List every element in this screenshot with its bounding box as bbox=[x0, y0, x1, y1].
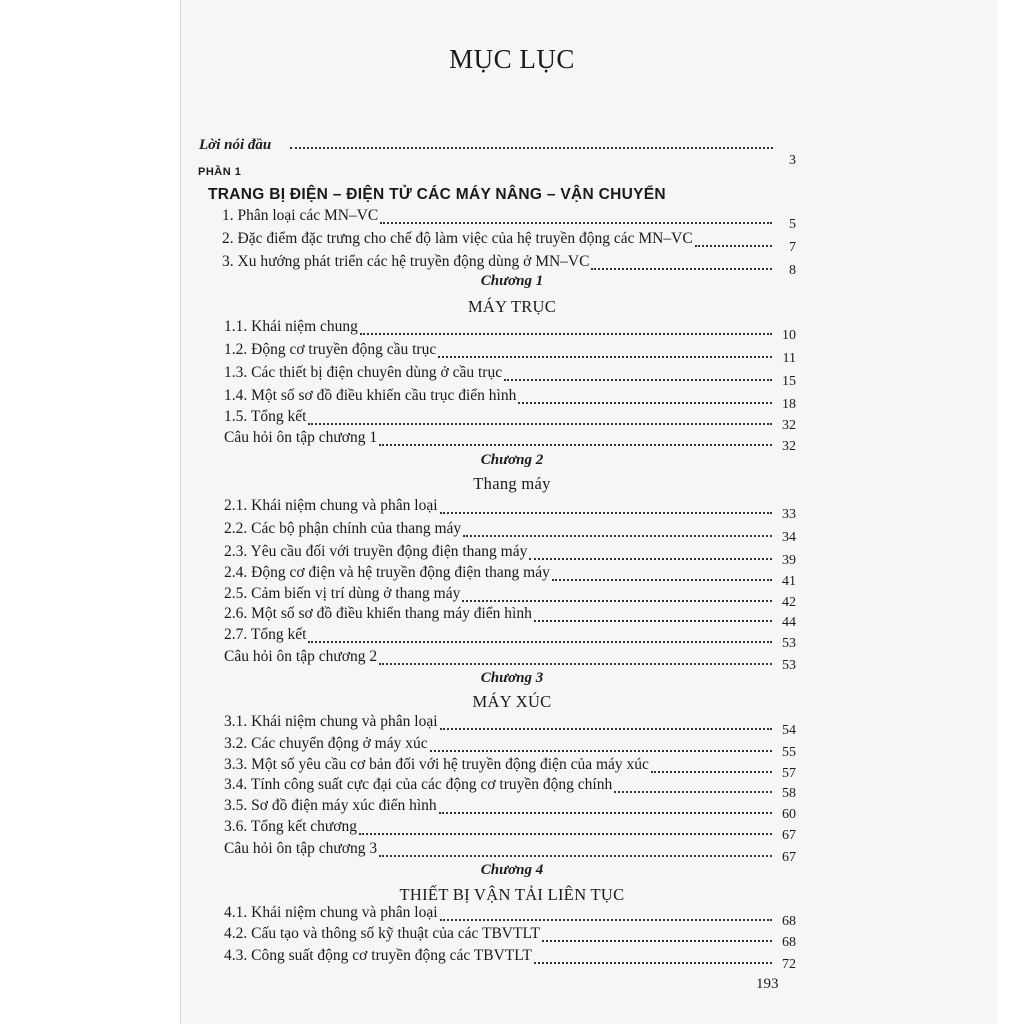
toc-entry bbox=[0, 585, 1024, 610]
dot-leader bbox=[518, 402, 772, 404]
toc-entry bbox=[0, 605, 1024, 630]
dot-leader bbox=[651, 771, 772, 773]
toc-entry-page: 53 bbox=[782, 658, 796, 673]
toc-entry-page: 57 bbox=[782, 766, 796, 781]
toc-entry bbox=[0, 230, 1024, 255]
part-title: TRANG BỊ ĐIỆN – ĐIỆN TỬ CÁC MÁY NÂNG – VẬN CHUYỂN bbox=[208, 186, 666, 203]
toc-entry bbox=[0, 520, 1024, 545]
toc-entry-page: 67 bbox=[782, 828, 796, 843]
toc-entry-page: 41 bbox=[782, 574, 796, 589]
dot-leader bbox=[440, 728, 772, 730]
toc-entry-label: 3.1. Khái niệm chung và phân loại bbox=[224, 713, 438, 730]
dot-leader bbox=[379, 663, 772, 665]
toc-entry-label: 3.6. Tổng kết chương bbox=[224, 818, 357, 835]
toc-entry bbox=[0, 387, 1024, 412]
toc-entry bbox=[0, 818, 1024, 843]
toc-entry-page: 68 bbox=[782, 935, 796, 950]
toc-entry bbox=[0, 318, 1024, 343]
toc-entry-page: 68 bbox=[782, 914, 796, 929]
dot-leader bbox=[439, 812, 772, 814]
dot-leader bbox=[542, 940, 772, 942]
toc-entry-label: 1.4. Một số sơ đồ điều khiển cầu trục điển hình bbox=[224, 387, 517, 404]
dot-leader bbox=[440, 512, 772, 514]
toc-entry-label: 2.3. Yêu cầu đối với truyền động điện thang máy bbox=[224, 543, 528, 560]
toc-entry bbox=[0, 253, 1024, 278]
dot-leader bbox=[695, 245, 772, 247]
toc-entry bbox=[0, 713, 1024, 738]
toc-entry-page: 54 bbox=[782, 723, 796, 738]
dot-leader bbox=[462, 600, 772, 602]
toc-entry-label: 4.2. Cấu tạo và thông số kỹ thuật của các TBVTLT bbox=[224, 925, 540, 942]
page-number: 193 bbox=[756, 976, 779, 992]
toc-entry-page: 53 bbox=[782, 636, 796, 651]
dot-leader bbox=[380, 222, 772, 224]
toc-entry-label: 3.2. Các chuyển động ở máy xúc bbox=[224, 735, 428, 752]
toc-entry-label: 1.1. Khái niệm chung bbox=[224, 318, 358, 335]
toc-entry bbox=[0, 904, 1024, 929]
toc-entry bbox=[0, 207, 1024, 232]
toc-entry-label: Câu hỏi ôn tập chương 3 bbox=[224, 840, 378, 857]
toc-entry-label: Lời nói đầu bbox=[199, 137, 272, 153]
toc-entry bbox=[0, 756, 1024, 781]
toc-entry-page: 3 bbox=[789, 153, 796, 168]
toc-entry bbox=[0, 564, 1024, 589]
toc-entry bbox=[0, 925, 1024, 950]
toc-entry-label: 2. Đặc điểm đặc trưng cho chế độ làm việc của hệ truyền động các MN–VC bbox=[222, 230, 693, 247]
dot-leader bbox=[438, 356, 772, 358]
toc-entry-label: 3.4. Tính công suất cực đại của các động cơ truyền động chính bbox=[224, 776, 613, 793]
toc-entry bbox=[0, 429, 1024, 454]
dot-leader bbox=[463, 535, 772, 537]
toc-entry-label: Câu hỏi ôn tập chương 1 bbox=[224, 429, 378, 446]
chapter-title: MÁY TRỤC bbox=[467, 297, 557, 316]
toc-entry-page: 58 bbox=[782, 786, 796, 801]
dot-leader bbox=[379, 855, 772, 857]
toc-entry-page: 39 bbox=[782, 553, 796, 568]
toc-entry-label: 2.6. Một số sơ đồ điều khiển thang máy điển hình bbox=[224, 605, 532, 622]
dot-leader bbox=[440, 919, 772, 921]
dot-leader bbox=[308, 641, 772, 643]
toc-entry bbox=[0, 947, 1024, 972]
dot-leader bbox=[360, 333, 772, 335]
toc-entry-label: 3.3. Một số yêu cầu cơ bản đối với hệ truyền động điện của máy xúc bbox=[224, 756, 649, 773]
toc-entry bbox=[0, 735, 1024, 760]
dot-leader bbox=[529, 558, 772, 560]
toc-entry-preface bbox=[0, 137, 1024, 168]
toc-entry-label: 2.4. Động cơ điện và hệ truyền động điện thang máy bbox=[224, 564, 550, 581]
chapter-label: Chương 2 bbox=[480, 452, 544, 468]
toc-entry bbox=[0, 408, 1024, 433]
dot-leader bbox=[591, 268, 772, 270]
toc-entry bbox=[0, 364, 1024, 389]
chapter-label: Chương 1 bbox=[480, 273, 544, 289]
toc-entry-label: 1. Phân loại các MN–VC bbox=[222, 207, 379, 224]
dot-leader bbox=[359, 833, 772, 835]
toc-entry bbox=[0, 840, 1024, 865]
toc-entry-page: 44 bbox=[782, 615, 796, 630]
dot-leader bbox=[504, 379, 772, 381]
toc-entry bbox=[0, 626, 1024, 651]
toc-entry-page: 11 bbox=[782, 351, 796, 366]
chapter-title: MÁY XÚC bbox=[472, 692, 552, 711]
toc-entry-label: 4.3. Công suất động cơ truyền động các TBVTLT bbox=[224, 947, 532, 964]
toc-entry-label: 2.2. Các bộ phận chính của thang máy bbox=[224, 520, 462, 537]
chapter-label: Chương 4 bbox=[480, 862, 544, 878]
toc-entry bbox=[0, 776, 1024, 801]
toc-entry-page: 42 bbox=[782, 595, 796, 610]
dot-leader bbox=[534, 962, 772, 964]
toc-entry-label: 4.1. Khái niệm chung và phân loại bbox=[224, 904, 438, 921]
toc-entry-page: 33 bbox=[782, 507, 796, 522]
toc-entry bbox=[0, 797, 1024, 822]
dot-leader bbox=[430, 750, 772, 752]
toc-entry-page: 67 bbox=[782, 850, 796, 865]
page-title: MỤC LỤC bbox=[449, 44, 575, 74]
toc-entry-page: 18 bbox=[782, 397, 796, 412]
toc-entry-label: 3. Xu hướng phát triển các hệ truyền động dùng ở MN–VC bbox=[222, 253, 590, 270]
toc-entry-label: 2.1. Khái niệm chung và phân loại bbox=[224, 497, 438, 514]
toc-entry-page: 60 bbox=[782, 807, 796, 822]
dot-leader bbox=[614, 791, 772, 793]
toc-entry bbox=[0, 497, 1024, 522]
toc-entry bbox=[0, 543, 1024, 568]
toc-entry-page: 10 bbox=[782, 328, 796, 343]
dot-leader bbox=[552, 579, 772, 581]
toc-entry-label: Câu hỏi ôn tập chương 2 bbox=[224, 648, 378, 665]
toc-entry-label: 1.2. Động cơ truyền động cầu trục bbox=[224, 341, 437, 358]
toc-entry-label: 2.7. Tổng kết bbox=[224, 626, 307, 643]
toc-entry-page: 72 bbox=[782, 957, 796, 972]
toc-entry bbox=[0, 341, 1024, 366]
toc-entry-page: 7 bbox=[789, 240, 796, 255]
chapter-title: THIẾT BỊ VẬN TẢI LIÊN TỤC bbox=[399, 885, 625, 904]
toc-entry-page: 32 bbox=[782, 418, 796, 433]
dot-leader bbox=[379, 444, 772, 446]
chapter-title: Thang máy bbox=[473, 474, 551, 493]
dot-leader bbox=[534, 620, 772, 622]
toc-entry-page: 55 bbox=[782, 745, 796, 760]
toc-entry-page: 15 bbox=[782, 374, 796, 389]
toc-entry-label: 2.5. Cảm biến vị trí dùng ở thang máy bbox=[224, 585, 461, 602]
toc-entry bbox=[0, 648, 1024, 673]
toc-entry-page: 32 bbox=[782, 439, 796, 454]
dot-leader bbox=[308, 423, 772, 425]
toc-entry-label: 1.5. Tổng kết bbox=[224, 408, 307, 425]
toc-entry-label: 1.3. Các thiết bị điện chuyên dùng ở cầu trục bbox=[224, 364, 503, 381]
part-label: PHẦN 1 bbox=[198, 166, 242, 178]
toc-entry-page: 5 bbox=[789, 217, 796, 232]
dot-leader bbox=[290, 147, 773, 149]
chapter-label: Chương 3 bbox=[480, 670, 544, 686]
toc-entry-page: 8 bbox=[789, 263, 796, 278]
toc-entry-label: 3.5. Sơ đồ điện máy xúc điển hình bbox=[224, 797, 437, 814]
toc-entry-page: 34 bbox=[782, 530, 796, 545]
